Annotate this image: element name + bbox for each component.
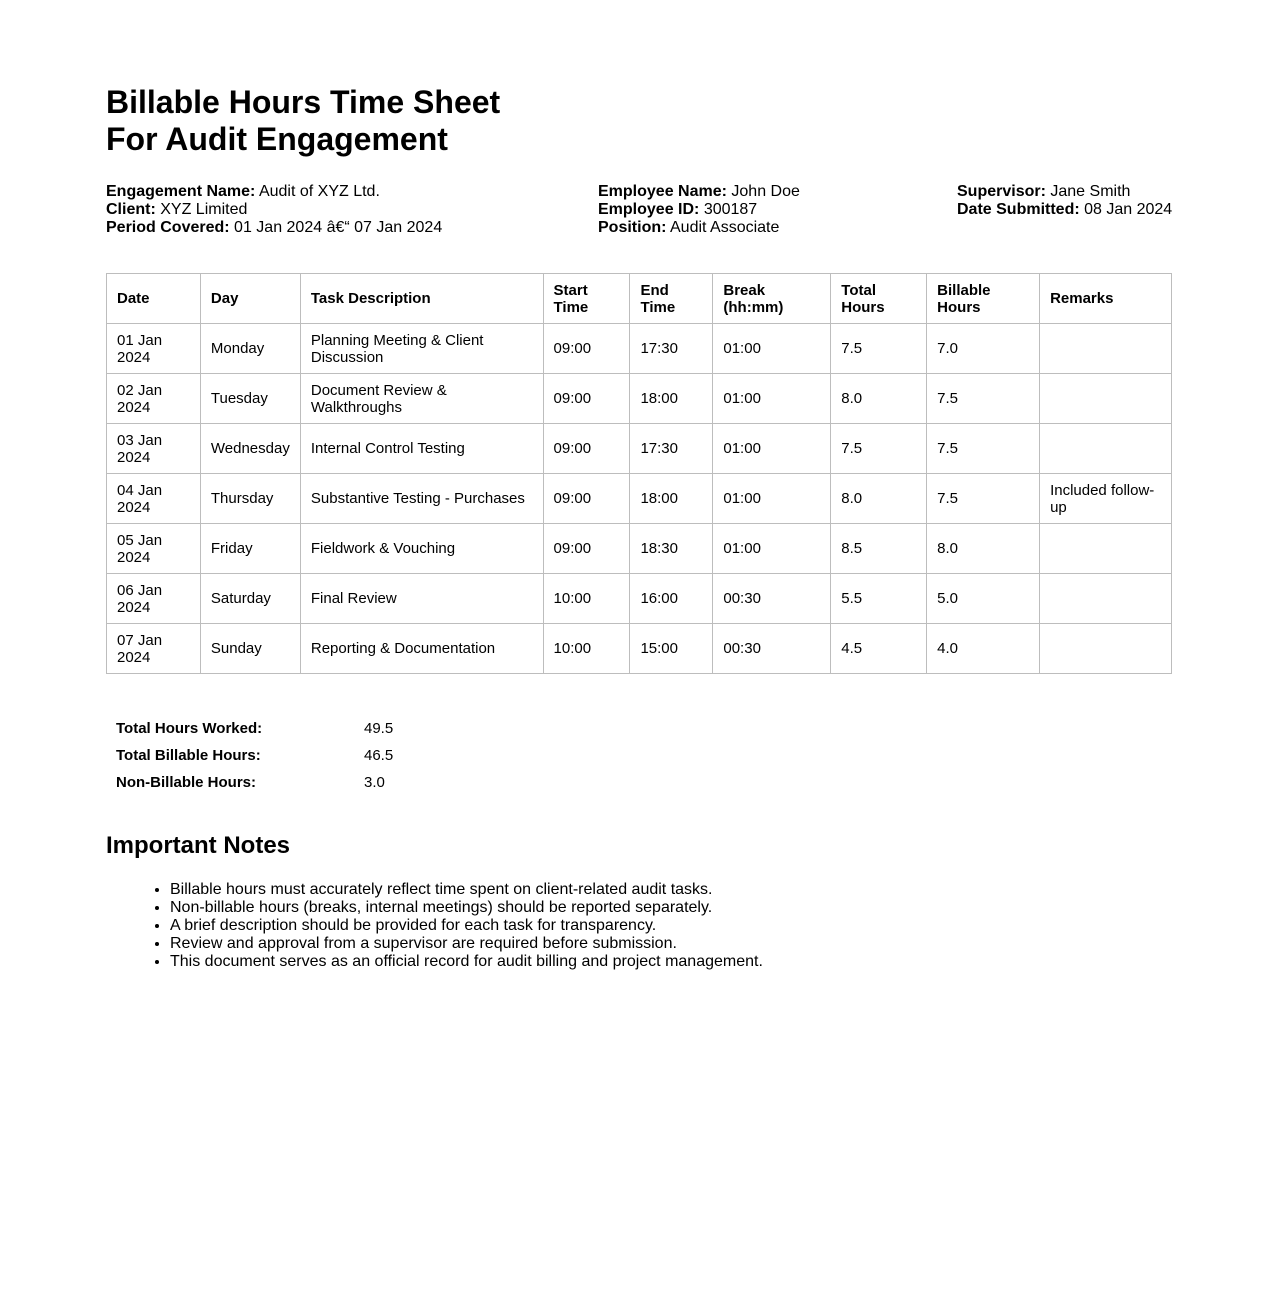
cell-start: 10:00 (543, 624, 630, 674)
table-row (107, 524, 1172, 574)
total-billable-hours-row (108, 743, 401, 768)
cell-total: 8.5 (831, 524, 927, 574)
supervisor-row (957, 183, 1172, 201)
cell-end: 18:00 (630, 474, 713, 524)
cell-break: 01:00 (713, 474, 831, 524)
table-row (107, 474, 1172, 524)
list-item: • Non-billable hours (breaks, internal meetings) should be reported separately. (170, 899, 763, 917)
cell-date: 03 Jan 2024 (107, 424, 201, 474)
client-value: XYZ Limited (160, 201, 248, 218)
header-date (107, 274, 201, 324)
cell-task: Substantive Testing - Purchases (300, 474, 543, 524)
cell-billable: 7.0 (927, 324, 1040, 374)
totals-summary (106, 714, 403, 797)
list-item: • Review and approval from a supervisor are required before submission. (170, 935, 763, 953)
cell-start: 09:00 (543, 324, 630, 374)
table-row (107, 424, 1172, 474)
cell-task: Final Review (300, 574, 543, 624)
cell-break: 01:00 (713, 374, 831, 424)
info-column-engagement (106, 183, 442, 237)
position-label: Position: (598, 219, 667, 236)
header-start-line2: Time (553, 298, 589, 316)
total-billable-hours-label: Total Billable Hours: (116, 747, 261, 764)
header-day (200, 274, 300, 324)
header-end-time (630, 274, 713, 324)
cell-task: Fieldwork & Vouching (300, 524, 543, 574)
employee-id-value: 300187 (703, 201, 758, 218)
client-label: Client: (106, 201, 156, 218)
table-row (107, 624, 1172, 674)
cell-task: Reporting & Documentation (300, 624, 543, 674)
non-billable-hours-label: Non-Billable Hours: (116, 774, 257, 791)
cell-end: 16:00 (630, 574, 713, 624)
employee-name-row (598, 183, 800, 201)
employee-name-label: Employee Name: (598, 183, 727, 200)
total-hours-worked-label: Total Hours Worked: (116, 720, 263, 737)
table-row (107, 374, 1172, 424)
cell-remarks (1040, 324, 1172, 374)
cell-day: Wednesday (200, 424, 300, 474)
page-title (106, 84, 1172, 158)
cell-billable: 7.5 (927, 374, 1040, 424)
cell-remarks (1040, 424, 1172, 474)
table-header-row (107, 274, 1172, 324)
list-item: • A brief description should be provided for each task for transparency. (170, 917, 763, 935)
supervisor-value: Jane Smith (1050, 183, 1131, 200)
cell-start: 09:00 (543, 524, 630, 574)
cell-break: 01:00 (713, 524, 831, 574)
position-value: Audit Associate (670, 219, 780, 236)
engagement-name-value: Audit of XYZ Ltd. (258, 183, 380, 200)
cell-break: 01:00 (713, 324, 831, 374)
header-billable-hours (927, 274, 1040, 324)
cell-day: Saturday (200, 574, 300, 624)
list-item: • Billable hours must accurately reflect time spent on client-related audit tasks. (170, 881, 763, 899)
cell-end: 17:30 (630, 324, 713, 374)
non-billable-hours-value: 3.0 (364, 774, 385, 791)
cell-day: Monday (200, 324, 300, 374)
title-line-1: Billable Hours Time Sheet (106, 84, 501, 120)
timesheet-document (106, 84, 1173, 970)
date-submitted-value: 08 Jan 2024 (1084, 201, 1173, 218)
cell-task: Internal Control Testing (300, 424, 543, 474)
cell-day: Tuesday (200, 374, 300, 424)
notes-list (106, 881, 763, 971)
cell-start: 09:00 (543, 474, 630, 524)
cell-total: 7.5 (831, 424, 927, 474)
employee-name-value: John Doe (731, 183, 800, 200)
header-billable-line2: Hours (937, 298, 981, 316)
cell-date: 06 Jan 2024 (107, 574, 201, 624)
header-remarks-text: Remarks (1050, 290, 1114, 307)
supervisor-label: Supervisor: (957, 183, 1046, 200)
cell-billable: 8.0 (927, 524, 1040, 574)
cell-billable: 7.5 (927, 424, 1040, 474)
header-break (713, 274, 831, 324)
cell-billable: 4.0 (927, 624, 1040, 674)
cell-remarks (1040, 374, 1172, 424)
header-task-description (300, 274, 543, 324)
cell-end: 18:00 (630, 374, 713, 424)
engagement-name-row (106, 183, 442, 201)
cell-remarks: Included follow-up (1040, 474, 1172, 524)
client-row (106, 201, 442, 219)
date-submitted-row (957, 201, 1172, 219)
list-item: • This document serves as an official record for audit billing and project management. (170, 953, 763, 971)
table-row (107, 574, 1172, 624)
cell-end: 17:30 (630, 424, 713, 474)
header-billable-line1: Billable (937, 281, 991, 299)
cell-break: 00:30 (713, 574, 831, 624)
header-date-text: Date (117, 290, 150, 307)
header-break-line2: (hh:mm) (723, 298, 784, 316)
header-break-line1: Break (723, 281, 766, 299)
cell-remarks (1040, 524, 1172, 574)
total-hours-worked-value: 49.5 (364, 720, 394, 737)
cell-billable: 7.5 (927, 474, 1040, 524)
cell-start: 10:00 (543, 574, 630, 624)
engagement-name-label: Engagement Name: (106, 183, 256, 200)
period-covered-value: 01 Jan 2024 â€“ 07 Jan 2024 (234, 219, 443, 236)
cell-date: 07 Jan 2024 (107, 624, 201, 674)
total-billable-hours-value: 46.5 (364, 747, 394, 764)
cell-end: 15:00 (630, 624, 713, 674)
cell-day: Friday (200, 524, 300, 574)
engagement-info (106, 183, 1172, 237)
info-column-employee (598, 183, 800, 237)
header-start-time (543, 274, 630, 324)
period-covered-label: Period Covered: (106, 219, 230, 236)
header-end-line2: Time (640, 298, 676, 316)
cell-total: 5.5 (831, 574, 927, 624)
cell-total: 7.5 (831, 324, 927, 374)
header-total-line2: Hours (841, 298, 885, 316)
total-hours-worked-row (108, 716, 401, 741)
cell-day: Sunday (200, 624, 300, 674)
cell-date: 04 Jan 2024 (107, 474, 201, 524)
header-day-text: Day (210, 290, 239, 307)
cell-date: 02 Jan 2024 (107, 374, 201, 424)
employee-id-label: Employee ID: (598, 201, 700, 218)
timesheet-table (106, 273, 1172, 674)
cell-break: 01:00 (713, 424, 831, 474)
employee-id-row (598, 201, 800, 219)
cell-remarks (1040, 624, 1172, 674)
date-submitted-label: Date Submitted: (957, 201, 1080, 218)
cell-day: Thursday (200, 474, 300, 524)
position-row (598, 219, 800, 237)
notes-heading: Important Notes (106, 832, 291, 859)
cell-total: 4.5 (831, 624, 927, 674)
header-end-line1: End (640, 281, 669, 299)
period-covered-row (106, 219, 442, 237)
cell-billable: 5.0 (927, 574, 1040, 624)
cell-date: 05 Jan 2024 (107, 524, 201, 574)
cell-date: 01 Jan 2024 (107, 324, 201, 374)
cell-total: 8.0 (831, 374, 927, 424)
header-total-hours (831, 274, 927, 324)
header-start-line1: Start (553, 281, 588, 299)
info-column-supervisor (957, 183, 1172, 219)
cell-start: 09:00 (543, 424, 630, 474)
header-total-line1: Total (841, 281, 876, 299)
cell-end: 18:30 (630, 524, 713, 574)
cell-total: 8.0 (831, 474, 927, 524)
cell-break: 00:30 (713, 624, 831, 674)
cell-remarks (1040, 574, 1172, 624)
table-row (107, 324, 1172, 374)
non-billable-hours-row (108, 770, 401, 795)
header-task-text: Task Description (310, 290, 431, 307)
cell-task: Document Review & Walkthroughs (300, 374, 543, 424)
cell-start: 09:00 (543, 374, 630, 424)
header-remarks (1040, 274, 1172, 324)
cell-task: Planning Meeting & Client Discussion (300, 324, 543, 374)
title-line-2: For Audit Engagement (106, 121, 448, 157)
